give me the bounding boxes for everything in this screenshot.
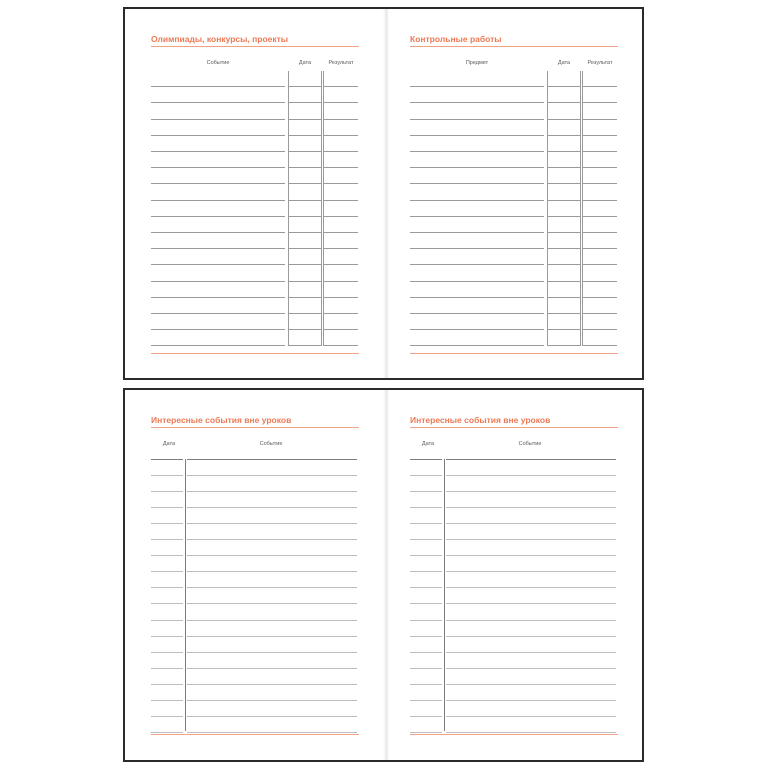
column-header-result: Результат (587, 60, 613, 66)
ruled-line (410, 555, 618, 556)
table-row (151, 120, 359, 136)
page-title: Интересные события вне уроков (410, 415, 551, 425)
table-row (151, 152, 359, 168)
table-cell (151, 71, 285, 87)
table-cell (582, 136, 617, 152)
table-cell (151, 217, 285, 233)
ruled-line (410, 684, 618, 685)
table-cell (410, 282, 544, 298)
table-cell (410, 71, 544, 87)
event-line (446, 555, 616, 556)
page-title: Интересные события вне уроков (151, 415, 292, 425)
table-cell (151, 152, 285, 168)
table-cell (288, 168, 322, 184)
table-cell (547, 168, 581, 184)
ruled-line (151, 555, 359, 556)
table-cell (410, 184, 544, 200)
bottom-rule (410, 734, 618, 735)
event-line (187, 652, 357, 653)
ruled-line (410, 716, 618, 717)
date-line (410, 668, 442, 669)
event-line (187, 555, 357, 556)
table-cell (323, 233, 358, 249)
table-row (410, 298, 618, 314)
ruled-line (151, 587, 359, 588)
table-row (151, 330, 359, 346)
event-line (446, 587, 616, 588)
table-cell (288, 282, 322, 298)
page-events-right (410, 390, 618, 760)
table-cell (547, 87, 581, 103)
date-line (151, 555, 183, 556)
table-cell (288, 152, 322, 168)
table-row (151, 71, 359, 87)
ruled-line (410, 636, 618, 637)
table-cell (288, 103, 322, 119)
table-cell (582, 298, 617, 314)
table-cell (582, 201, 617, 217)
column-header-date: Дата (162, 441, 176, 447)
table-row (151, 136, 359, 152)
date-line (151, 668, 183, 669)
table-cell (582, 233, 617, 249)
table-cell (151, 249, 285, 265)
table-cell (547, 249, 581, 265)
table-cell (547, 152, 581, 168)
table-row (151, 184, 359, 200)
column-header-event: Событие (206, 60, 230, 66)
table-cell (288, 136, 322, 152)
ruled-line (151, 636, 359, 637)
ruled-line (410, 475, 618, 476)
event-line (446, 652, 616, 653)
table-cell (547, 71, 581, 87)
ruled-line (410, 491, 618, 492)
table-cell (582, 330, 617, 346)
bottom-rule (151, 353, 359, 354)
event-line (446, 732, 616, 733)
table-cell (410, 217, 544, 233)
table-cell (323, 298, 358, 314)
table-cell (323, 282, 358, 298)
table-cell (323, 217, 358, 233)
table-cell (151, 168, 285, 184)
ruled-line (151, 571, 359, 572)
event-line (187, 620, 357, 621)
table-cell (582, 314, 617, 330)
table-row (151, 265, 359, 281)
date-line (410, 652, 442, 653)
table-row (151, 103, 359, 119)
table-row (151, 87, 359, 103)
table-cell (323, 330, 358, 346)
table-row (410, 201, 618, 217)
date-line (151, 571, 183, 572)
table-cell (547, 298, 581, 314)
page-olympiads (151, 9, 359, 378)
event-line (187, 668, 357, 669)
page-title: Контрольные работы (410, 34, 502, 44)
column-header-event: Событие (259, 441, 283, 447)
table-cell (288, 249, 322, 265)
date-line (151, 459, 183, 460)
ruled-line (410, 587, 618, 588)
table-cell (547, 314, 581, 330)
date-line (410, 491, 442, 492)
table-cell (323, 168, 358, 184)
table-row (410, 265, 618, 281)
date-line (410, 684, 442, 685)
event-line (187, 700, 357, 701)
table-cell (410, 201, 544, 217)
ruled-line (410, 507, 618, 508)
date-line (410, 459, 442, 460)
table-cell (288, 217, 322, 233)
table-cell (410, 249, 544, 265)
table-cell (547, 233, 581, 249)
event-line (187, 684, 357, 685)
page-gutter (383, 9, 389, 378)
table-cell (547, 330, 581, 346)
event-line (446, 620, 616, 621)
ruled-line (151, 507, 359, 508)
table-cell (288, 314, 322, 330)
table-row (151, 217, 359, 233)
table-cell (582, 265, 617, 281)
date-line (151, 475, 183, 476)
ruled-line (151, 668, 359, 669)
bottom-spread (123, 388, 644, 762)
event-line (187, 539, 357, 540)
ruled-line (151, 491, 359, 492)
ruled-line (410, 620, 618, 621)
ruled-line (410, 459, 618, 460)
date-line (410, 620, 442, 621)
table-row (151, 249, 359, 265)
date-line (410, 507, 442, 508)
event-line (446, 491, 616, 492)
ruled-line (151, 603, 359, 604)
event-line (187, 491, 357, 492)
ruled-line (410, 571, 618, 572)
table-row (151, 168, 359, 184)
table-row (410, 217, 618, 233)
table-cell (151, 103, 285, 119)
ruled-line (151, 620, 359, 621)
table-cell (582, 168, 617, 184)
table-cell (151, 265, 285, 281)
event-line (187, 587, 357, 588)
column-header-subject: Предмет (465, 60, 489, 66)
event-line (187, 603, 357, 604)
table-cell (151, 120, 285, 136)
event-line (187, 732, 357, 733)
date-line (151, 636, 183, 637)
event-line (446, 475, 616, 476)
date-line (410, 587, 442, 588)
date-line (151, 603, 183, 604)
date-line (410, 716, 442, 717)
column-header-date: Дата (421, 441, 435, 447)
table-cell (547, 282, 581, 298)
ruled-line (151, 716, 359, 717)
table-row (410, 233, 618, 249)
table-cell (288, 71, 322, 87)
table-cell (323, 249, 358, 265)
table-cell (323, 265, 358, 281)
table-cell (323, 71, 358, 87)
event-line (446, 539, 616, 540)
date-line (410, 539, 442, 540)
table-cell (410, 233, 544, 249)
event-line (446, 523, 616, 524)
ruled-line (151, 523, 359, 524)
event-line (446, 571, 616, 572)
table-cell (547, 136, 581, 152)
table-cell (410, 103, 544, 119)
title-rule (410, 427, 618, 428)
table-cell (151, 314, 285, 330)
date-line (151, 507, 183, 508)
table-cell (410, 152, 544, 168)
event-line (187, 716, 357, 717)
ruled-line (410, 603, 618, 604)
table-cell (151, 282, 285, 298)
table-cell (410, 136, 544, 152)
table-cell (410, 330, 544, 346)
table-cell (582, 103, 617, 119)
table-cell (151, 233, 285, 249)
table-cell (582, 282, 617, 298)
title-rule (410, 46, 618, 47)
ruled-line (151, 652, 359, 653)
column-header-date: Дата (298, 60, 312, 66)
date-line (151, 732, 183, 733)
table-cell (547, 120, 581, 136)
date-line (151, 523, 183, 524)
table-cell (151, 136, 285, 152)
table-row (410, 330, 618, 346)
ruled-line (410, 668, 618, 669)
table-cell (410, 314, 544, 330)
event-line (187, 523, 357, 524)
event-line (187, 475, 357, 476)
table-cell (323, 152, 358, 168)
table-cell (323, 103, 358, 119)
table-cell (582, 217, 617, 233)
table-cell (410, 298, 544, 314)
date-line (151, 652, 183, 653)
table-row (151, 298, 359, 314)
ruled-line (151, 459, 359, 460)
date-line (410, 555, 442, 556)
title-rule (151, 46, 359, 47)
ruled-line (410, 523, 618, 524)
date-line (410, 603, 442, 604)
table-row (410, 103, 618, 119)
table-cell (288, 120, 322, 136)
date-line (410, 700, 442, 701)
table-cell (582, 120, 617, 136)
table-row (151, 201, 359, 217)
date-line (410, 475, 442, 476)
table-cell (151, 184, 285, 200)
event-line (187, 636, 357, 637)
ruled-line (151, 475, 359, 476)
date-line (410, 523, 442, 524)
event-line (446, 603, 616, 604)
ruled-line (410, 652, 618, 653)
bottom-rule (151, 734, 359, 735)
date-line (410, 571, 442, 572)
table-row (410, 184, 618, 200)
date-line (151, 700, 183, 701)
table-row (151, 282, 359, 298)
table-cell (323, 314, 358, 330)
table-cell (151, 87, 285, 103)
date-line (151, 539, 183, 540)
table-cell (547, 201, 581, 217)
event-line (446, 684, 616, 685)
date-line (410, 732, 442, 733)
table-cell (410, 168, 544, 184)
date-line (151, 587, 183, 588)
event-line (446, 459, 616, 460)
event-line (446, 700, 616, 701)
table-cell (547, 217, 581, 233)
table-cell (288, 265, 322, 281)
table-cell (151, 201, 285, 217)
event-line (446, 668, 616, 669)
column-header-date: Дата (557, 60, 571, 66)
table-cell (582, 71, 617, 87)
event-line (187, 571, 357, 572)
ruled-line (151, 700, 359, 701)
table-row (410, 168, 618, 184)
table-cell (323, 184, 358, 200)
table-row (410, 282, 618, 298)
event-line (187, 459, 357, 460)
table-row (410, 120, 618, 136)
table-cell (323, 136, 358, 152)
table-cell (288, 233, 322, 249)
table-cell (547, 265, 581, 281)
date-line (151, 491, 183, 492)
table-row (410, 152, 618, 168)
table-cell (323, 120, 358, 136)
table-row (410, 136, 618, 152)
event-line (446, 507, 616, 508)
page-events-left (151, 390, 359, 760)
table-cell (323, 201, 358, 217)
page-tests (410, 9, 618, 378)
event-line (446, 636, 616, 637)
ruled-line (151, 684, 359, 685)
table-cell (582, 152, 617, 168)
title-rule (151, 427, 359, 428)
table-row (410, 249, 618, 265)
date-line (151, 716, 183, 717)
table-cell (547, 103, 581, 119)
table-row (410, 87, 618, 103)
table-cell (410, 87, 544, 103)
table-cell (323, 87, 358, 103)
bottom-rule (410, 353, 618, 354)
table-row (151, 233, 359, 249)
table-cell (288, 201, 322, 217)
ruled-line (410, 539, 618, 540)
table-cell (288, 298, 322, 314)
ruled-line (410, 700, 618, 701)
date-divider-line (444, 459, 445, 731)
table-cell (410, 120, 544, 136)
table-cell (151, 330, 285, 346)
event-line (446, 716, 616, 717)
table-cell (582, 184, 617, 200)
column-header-result: Результат (328, 60, 354, 66)
event-line (187, 507, 357, 508)
table-cell (288, 184, 322, 200)
top-spread (123, 7, 644, 380)
date-line (151, 684, 183, 685)
table-cell (410, 265, 544, 281)
table-row (410, 71, 618, 87)
ruled-line (410, 732, 618, 733)
table-cell (151, 298, 285, 314)
table-row (410, 314, 618, 330)
table-cell (582, 87, 617, 103)
table-cell (547, 184, 581, 200)
page-gutter (383, 390, 389, 760)
date-divider-line (185, 459, 186, 731)
table-cell (288, 330, 322, 346)
date-line (410, 636, 442, 637)
page-title: Олимпиады, конкурсы, проекты (151, 34, 289, 44)
column-header-event: Событие (518, 441, 542, 447)
ruled-line (151, 732, 359, 733)
date-line (151, 620, 183, 621)
table-cell (288, 87, 322, 103)
table-row (151, 314, 359, 330)
table-cell (582, 249, 617, 265)
ruled-line (151, 539, 359, 540)
